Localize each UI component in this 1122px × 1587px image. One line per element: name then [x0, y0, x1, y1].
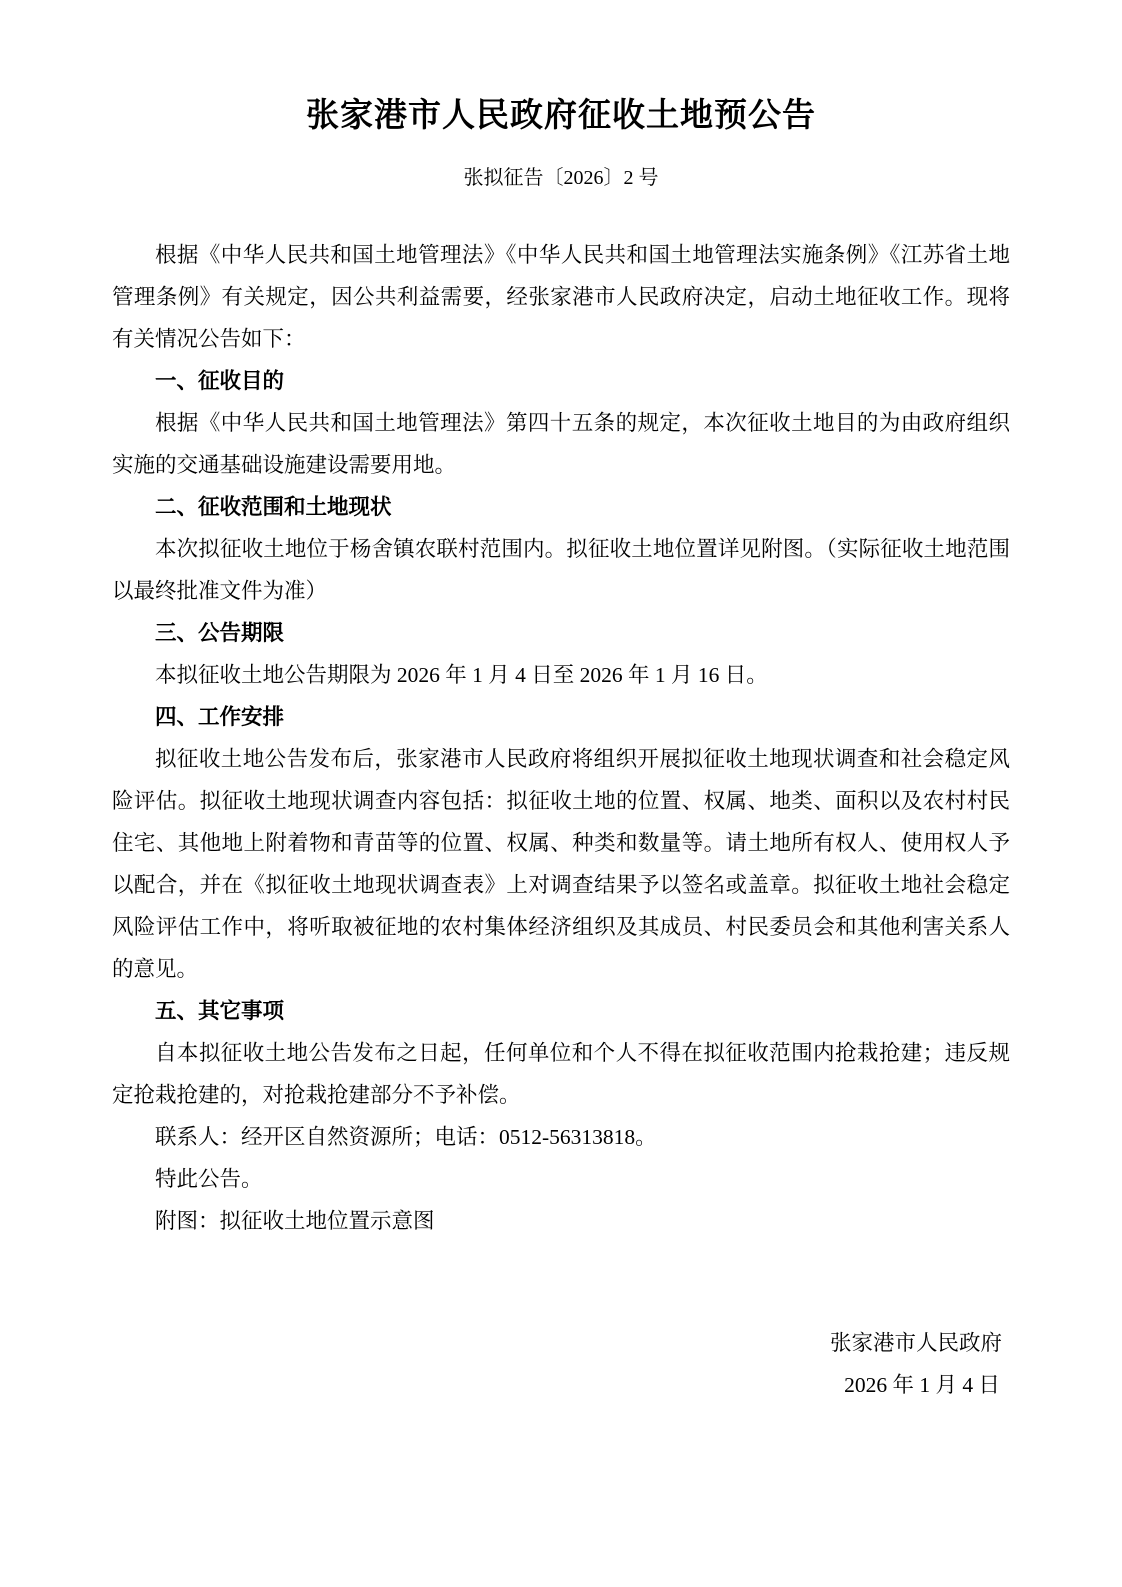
section-5-paragraph-4: 附图：拟征收土地位置示意图 [155, 1209, 435, 1233]
signature-date: 2026 年 1 月 4 日 [844, 1373, 1000, 1397]
doc-number: 张拟征告〔2026〕2 号 [463, 167, 659, 189]
section-5-paragraph-3: 特此公告。 [155, 1167, 263, 1191]
section-heading-2: 二、征收范围和土地现状 [155, 495, 392, 519]
section-5-paragraph-1: 自本拟征收土地公告发布之日起，任何单位和个人不得在拟征收范围内抢栽抢建；违反规定抢栽抢建的，对抢栽抢建部分不予补偿。 [112, 1041, 1010, 1107]
page-title: 张家港市人民政府征收土地预公告 [306, 96, 816, 133]
intro-paragraph: 根据《中华人民共和国土地管理法》《中华人民共和国土地管理法实施条例》《江苏省土地管理条例》有关规定，因公共利益需要，经张家港市人民政府决定，启动土地征收工作。现将有关情况公告如下： [112, 243, 1010, 351]
section-heading-3: 三、公告期限 [155, 621, 285, 645]
signature-issuer: 张家港市人民政府 [829, 1331, 1002, 1355]
section-5-paragraph-2: 联系人：经开区自然资源所；电话：0512-56313818。 [155, 1125, 657, 1149]
section-heading-5: 五、其它事项 [155, 999, 285, 1023]
section-2-paragraph-1: 本次拟征收土地位于杨舍镇农联村范围内。拟征收土地位置详见附图。（实际征收土地范围以最终批准文件为准） [112, 537, 1010, 603]
section-4-paragraph-1: 拟征收土地公告发布后，张家港市人民政府将组织开展拟征收土地现状调查和社会稳定风险评估。拟征收土地现状调查内容包括：拟征收土地的位置、权属、地类、面积以及农村村民住宅、其他地上附着物和青苗等的位置、权属、种类和数量等。请土地所有权人、使用权人予以配合，并在《拟征收土地现状调查表》上对调查结果予以签名或盖章。拟征收土地社会稳定风险评估工作中，将听取被征地的农村集体经济组织及其成员、村民委员会和其他利害关系人的意见。 [112, 747, 1010, 981]
section-3-paragraph-1: 本拟征收土地公告期限为 2026 年 1 月 4 日至 2026 年 1 月 16 日。 [155, 663, 768, 687]
signature-block [112, 1322, 1010, 1406]
section-heading-4: 四、工作安排 [155, 705, 285, 729]
section-heading-1: 一、征收目的 [155, 369, 285, 393]
sections-container [112, 360, 1010, 1242]
doc-body [112, 234, 1010, 1406]
section-1-paragraph-1: 根据《中华人民共和国土地管理法》第四十五条的规定，本次征收土地目的为由政府组织实施的交通基础设施建设需要用地。 [112, 411, 1010, 477]
